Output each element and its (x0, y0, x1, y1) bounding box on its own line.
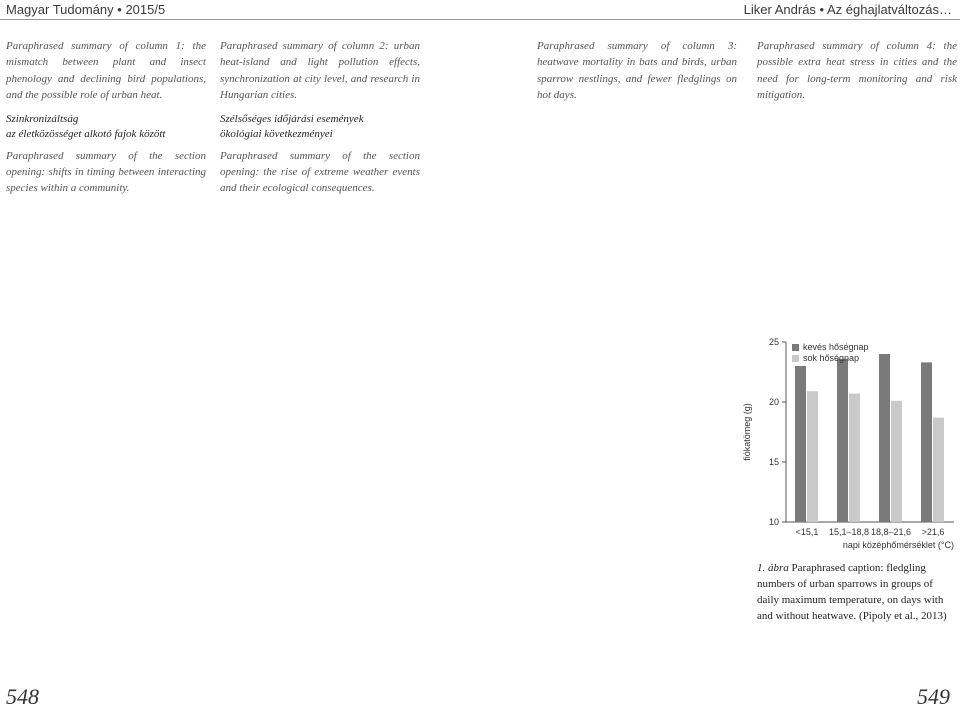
section-subtitle-synchrony: az életközösséget alkotó fajok között (6, 127, 166, 140)
text-column-1 (6, 38, 206, 203)
legend-swatch (792, 344, 799, 351)
bar (849, 394, 860, 522)
x-tick-label: >21,6 (921, 527, 945, 537)
section-heading-extreme-weather (220, 112, 420, 142)
bar (807, 391, 818, 522)
bar (879, 354, 890, 522)
bar (933, 418, 944, 522)
y-tick-label: 25 (768, 337, 779, 347)
column-4-summary: Paraphrased summary of column 4: the possible extra heat stress in cities and the need for long-term monitoring and risk mitigation. (757, 40, 957, 102)
bar (795, 366, 806, 522)
section-title-synchrony: Szinkronizáltság (6, 112, 79, 125)
figure-caption (757, 560, 957, 624)
column-1-summary: Paraphrased summary of column 1: the mismatch between plant and insect phenology and declining bird populations, and the possible role of urban heat. (6, 40, 206, 102)
section-title-extreme-weather: Szélsőséges időjárási események (220, 112, 364, 125)
legend-swatch (792, 355, 799, 362)
section-synchrony-summary: Paraphrased summary of the section opening: shifts in timing between interacting species within a community. (6, 149, 206, 195)
y-tick-label: 20 (768, 397, 779, 407)
figure-caption-label: 1. ábra (757, 562, 789, 574)
running-header-right: Liker András • Az éghajlatváltozás… (743, 2, 952, 17)
section-subtitle-extreme-weather: ökológiai következményei (220, 127, 333, 140)
column-2-summary: Paraphrased summary of column 2: urban heat-island and light pollution effects, synchronization at city level, and research in Hungarian cities. (220, 40, 420, 102)
x-tick-label: 15,1–18,8 (828, 527, 870, 537)
bar (891, 401, 902, 522)
y-tick-label: 10 (768, 517, 779, 527)
figure-1-bar-chart (740, 336, 958, 554)
text-column-3 (537, 38, 737, 110)
y-tick-label: 15 (768, 457, 779, 467)
legend-label: sok hőségnap (803, 353, 860, 363)
bar (837, 359, 848, 522)
section-heading-synchrony (6, 112, 206, 142)
legend-label: kevés hőségnap (803, 342, 869, 352)
page-number-left: 548 (6, 684, 39, 709)
bar (921, 362, 932, 522)
section-extreme-weather-summary: Paraphrased summary of the section opening: the rise of extreme weather events and their ecological consequences. (220, 149, 420, 195)
running-header-left: Magyar Tudomány • 2015/5 (6, 2, 166, 17)
y-axis-label: fiókatömeg (g) (742, 403, 752, 461)
page-number-right: 549 (917, 684, 950, 709)
figure-caption-reference: (Pipoly et al., 2013) (859, 610, 947, 622)
header-rule (0, 19, 960, 20)
x-tick-label: <15,1 (795, 527, 819, 537)
column-3-summary: Paraphrased summary of column 3: heatwave mortality in bats and birds, urban sparrow nestlings, and fewer fledglings on hot days. (537, 40, 737, 102)
x-tick-label: 18,8–21,6 (870, 527, 912, 537)
text-column-4 (757, 38, 957, 110)
x-axis-label: napi középhőmérséklet (°C) (842, 540, 954, 550)
text-column-2 (220, 38, 420, 203)
figure-caption-summary: Paraphrased caption: fledgling numbers of urban sparrows in groups of daily maximum temperature, on days with and without heatwave. (757, 562, 944, 622)
